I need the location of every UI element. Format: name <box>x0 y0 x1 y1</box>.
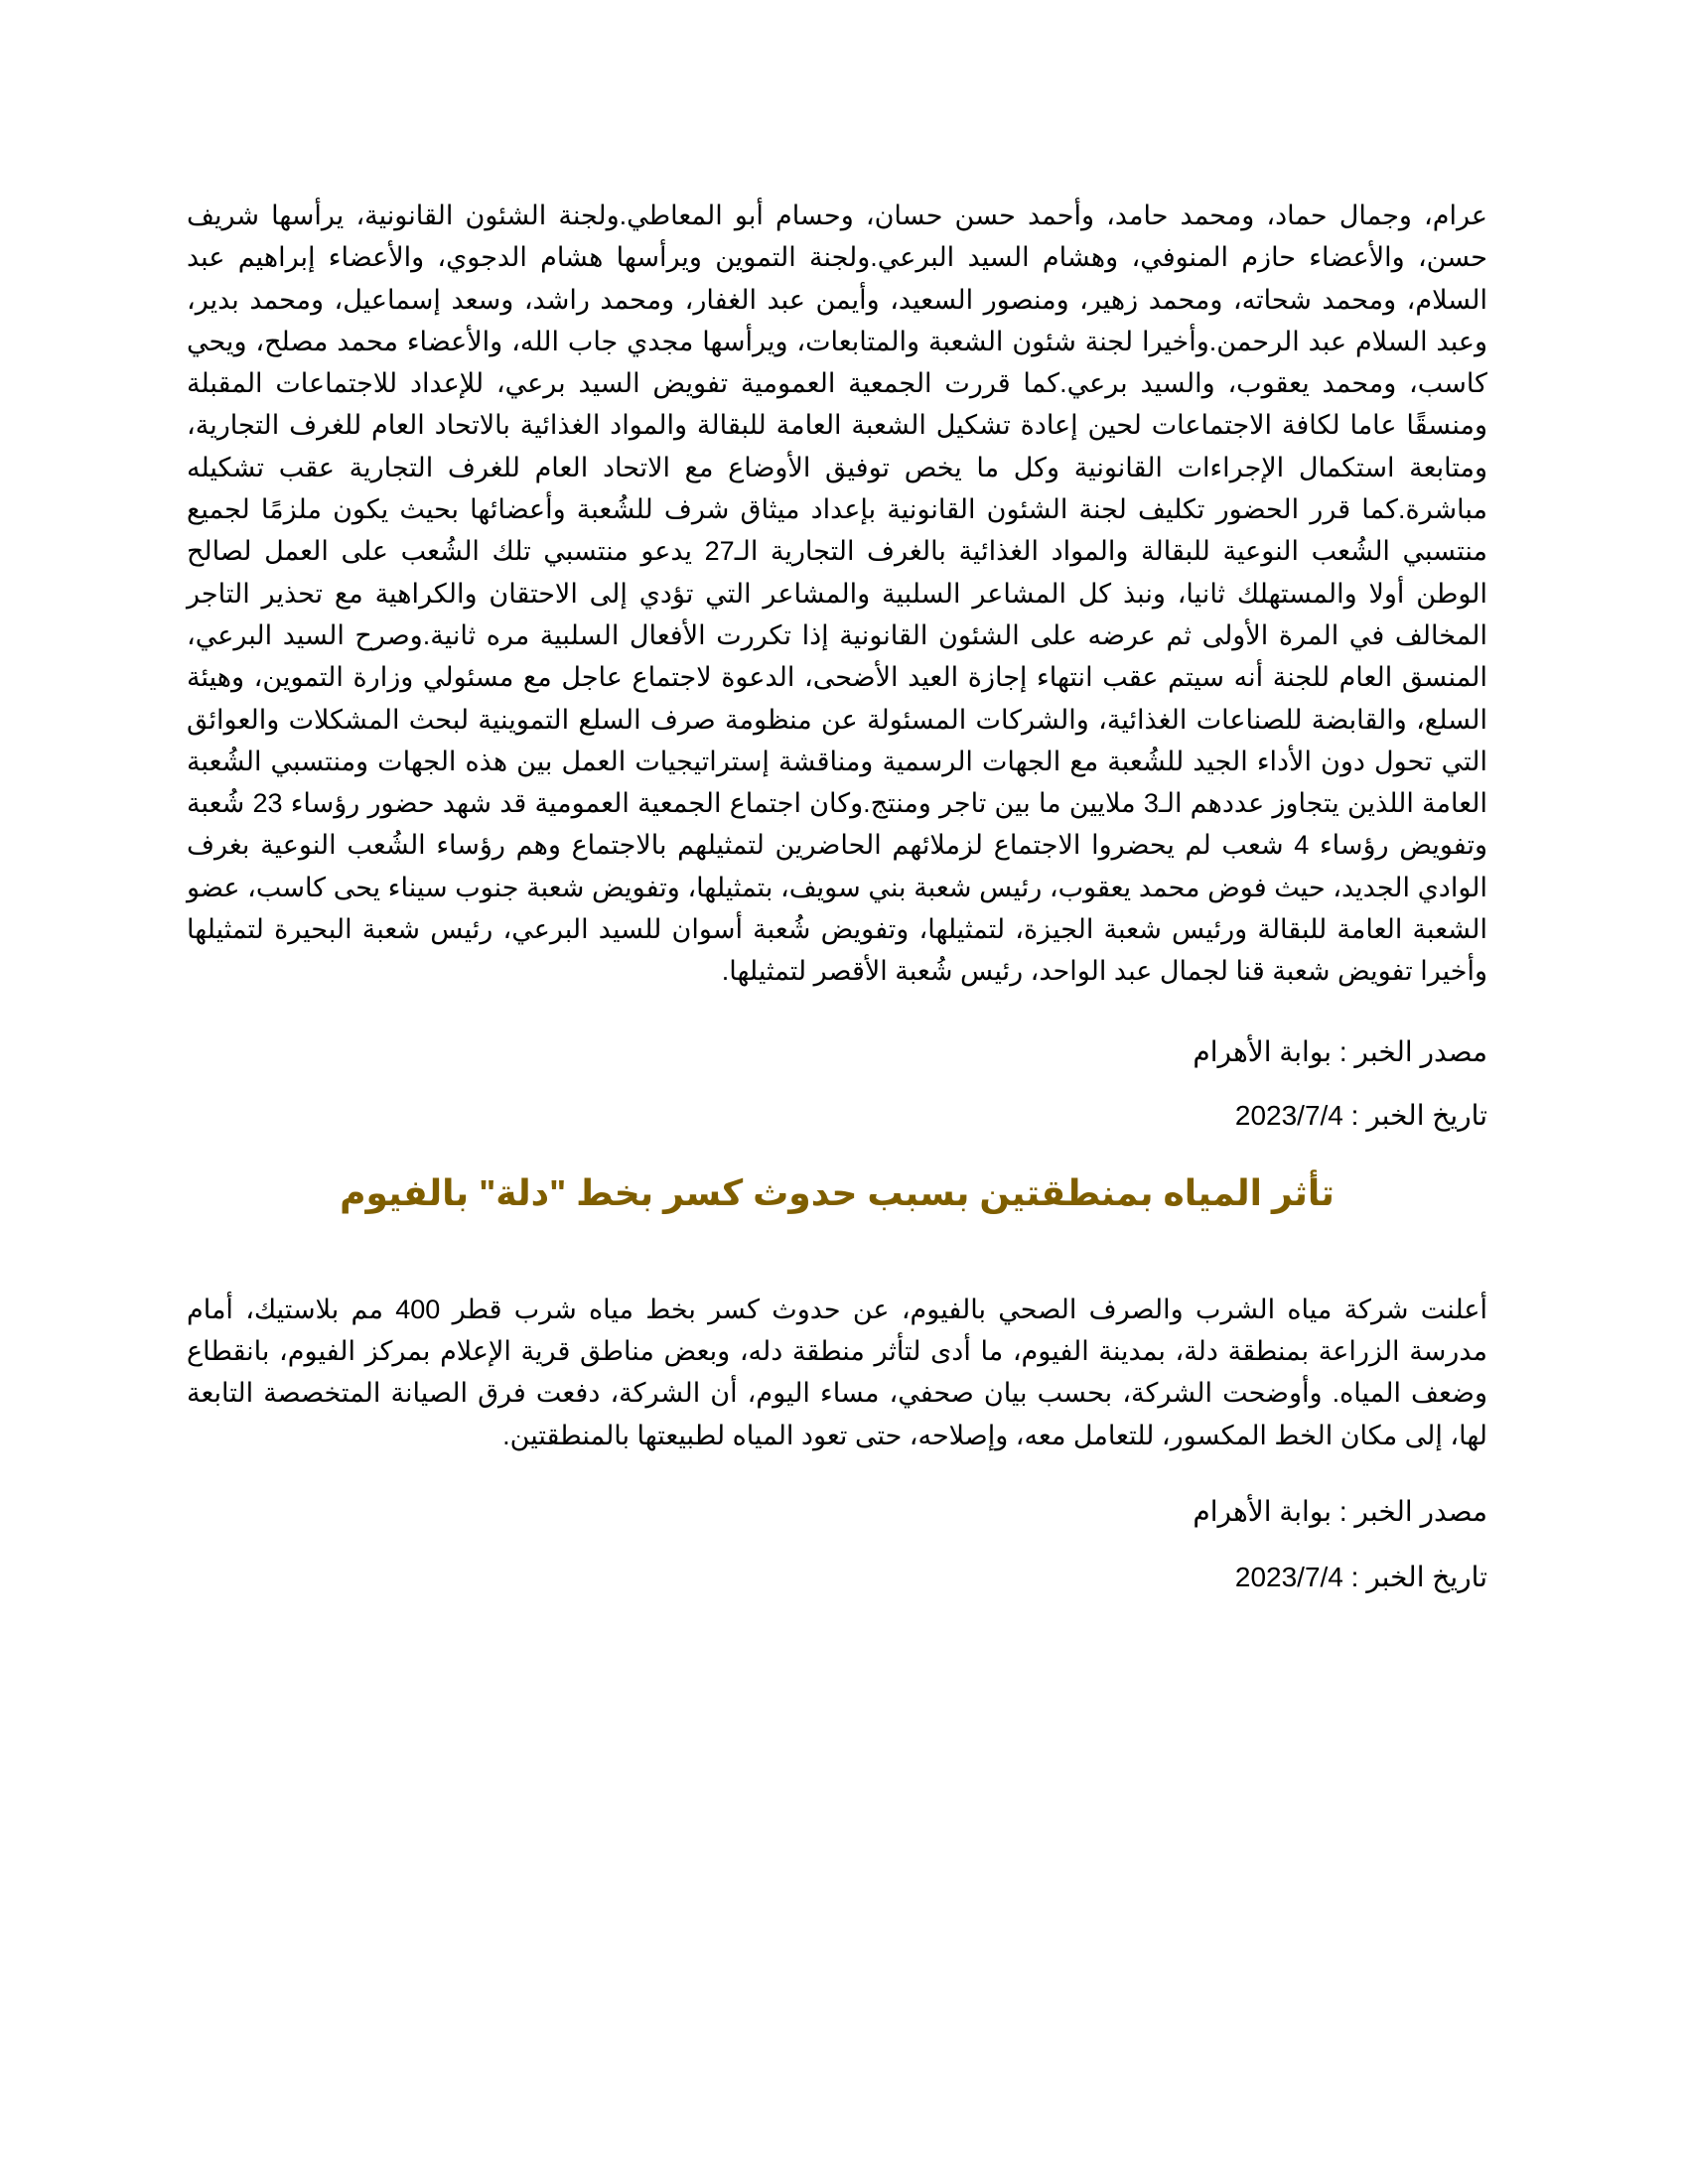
article-2-date: تاريخ الخبر : 2023/7/4 <box>1234 1561 1487 1592</box>
article-2-body: أعلنت شركة مياه الشرب والصرف الصحي بالفيوم، عن حدوث كسر بخط مياه شرب قطر 400 مم بلاستيك، أمام مدرسة الزراعة بمنطقة دلة، بمدينة الفيوم، ما أدى لتأثر منطقة دله، وبعض مناطق قرية الإعلام بمركز الفيوم، بانقطاع وضعف المياه. وأوضحت الشركة، بحسب بيان صحفي، مساء اليوم، أن الشركة، دفعت فرق الصيانة المتخصصة التابعة لها، إلى مكان الخط المكسور، للتعامل معه، وإصلاحه، حتى تعود المياه لطبيعتها بالمنطقتين. <box>187 1294 1487 1450</box>
article-1-date: تاريخ الخبر : 2023/7/4 <box>1234 1099 1487 1131</box>
article-2-source: مصدر الخبر : بوابة الأهرام <box>1193 1495 1487 1527</box>
document-page <box>187 195 1487 1595</box>
article-1-body: عرام، وجمال حماد، ومحمد حامد، وأحمد حسن حسان، وحسام أبو المعاطي.ولجنة الشئون القانونية، يرأسها شريف حسن، والأعضاء حازم المنوفي، وهشام السيد البرعي.ولجنة التموين ويرأسها هشام الدجوي، والأعضاء إبراهيم عبد السلام، ومحمد شحاته، ومحمد زهير، ومنصور السعيد، وأيمن عبد الغفار، ومحمد راشد، وسعد إسماعيل، ومحمد بدير، وعبد السلام عبد الرحمن.وأخيرا لجنة شئون الشعبة والمتابعات، ويرأسها مجدي جاب الله، والأعضاء محمد مصلح، ويحي كاسب، ومحمد يعقوب، والسيد برعي.كما قررت الجمعية العمومية تفويض السيد برعي، للإعداد للاجتماعات المقبلة ومنسقًا عاما لكافة الاجتماعات لحين إعادة تشكيل الشعبة العامة للبقالة والمواد الغذائية بالاتحاد العام للغرف التجارية، ومتابعة استكمال الإجراءات القانونية وكل ما يخص توفيق الأوضاع مع الاتحاد العام للغرف التجارية عقب تشكيله مباشرة.كما قرر الحضور تكليف لجنة الشئون القانونية بإعداد ميثاق شرف للشُعبة وأعضائها بحيث يكون ملزمًا لجميع منتسبي الشُعب النوعية للبقالة والمواد الغذائية بالغرف التجارية الـ27 يدعو منتسبي تلك الشُعب على العمل لصالح الوطن أولا والمستهلك ثانيا، ونبذ كل المشاعر السلبية والمشاعر التي تؤدي إلى الاحتقان والكراهية مع تحذير التاجر المخالف في المرة الأولى ثم عرضه على الشئون القانونية إذا تكررت الأفعال السلبية مره ثانية.وصرح السيد البرعي، المنسق العام للجنة أنه سيتم عقب انتهاء إجازة العيد الأضحى، الدعوة لاجتماع عاجل مع مسئولي وزارة التموين، وهيئة السلع، والقابضة للصناعات الغذائية، والشركات المسئولة عن منظومة صرف السلع التموينية لبحث المشكلات والعوائق التي تحول دون الأداء الجيد للشُعبة مع الجهات الرسمية ومناقشة إستراتيجيات العمل بين هذه الجهات ومنتسبي الشُعبة العامة اللذين يتجاوز عددهم الـ3 ملايين ما بين تاجر ومنتج.وكان اجتماع الجمعية العمومية قد شهد حضور رؤساء 23 شُعبة وتفويض رؤساء 4 شعب لم يحضروا الاجتماع لزملائهم الحاضرين لتمثيلهم بالاجتماع وهم رؤساء الشُعب النوعية بغرف الوادي الجديد، حيث فوض محمد يعقوب، رئيس شعبة بني سويف، بتمثيلها، وتفويض شعبة جنوب سيناء يحى كاسب، عضو الشعبة العامة للبقالة ورئيس شعبة الجيزة، لتمثيلها، وتفويض شُعبة أسوان للسيد البرعي، رئيس شعبة البحيرة لتمثيلها وأخيرا تفويض شعبة قنا لجمال عبد الواحد، رئيس شُعبة الأقصر لتمثيلها. <box>187 201 1488 987</box>
article-2-title: تأثر المياه بمنطقتين بسبب حدوث كسر بخط "دلة" بالفيوم <box>340 1171 1335 1213</box>
article-1-source: مصدر الخبر : بوابة الأهرام <box>1193 1035 1487 1067</box>
